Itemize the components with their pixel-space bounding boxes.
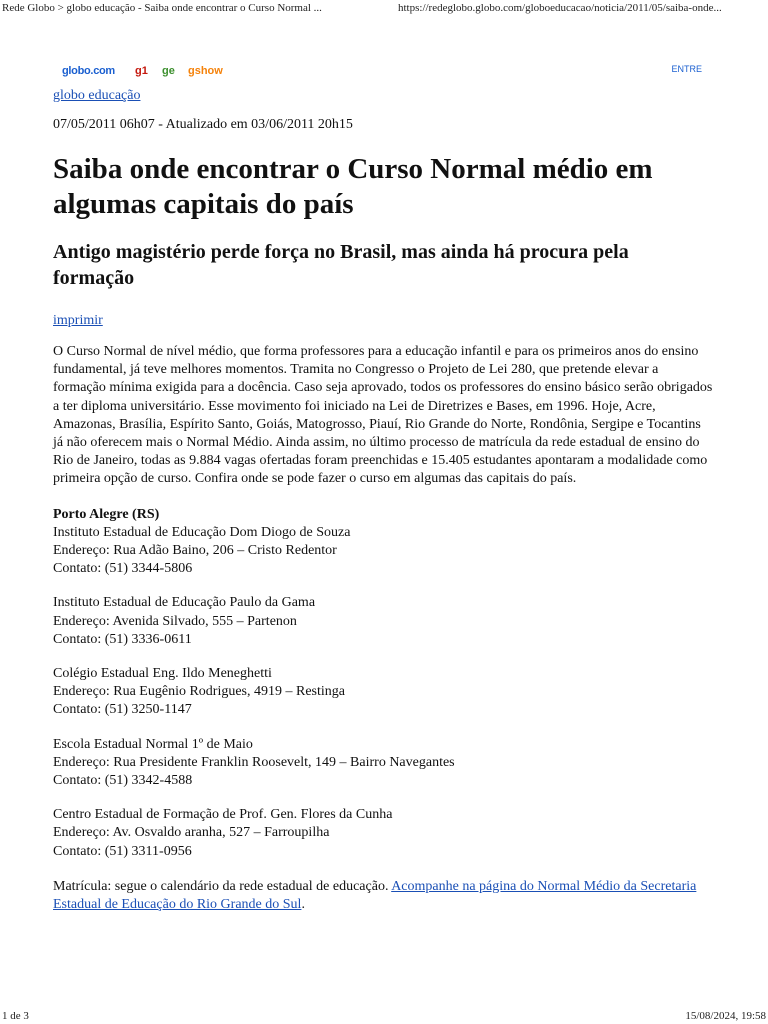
school-name: Escola Estadual Normal 1º de Maio (53, 736, 253, 752)
school-contact: Contato: (51) 3342-4588 (53, 773, 193, 789)
gshow-link[interactable]: gshow (188, 65, 223, 77)
school-name: Colégio Estadual Eng. Ildo Meneghetti (53, 666, 272, 682)
school-address: Endereço: Rua Eugênio Rodrigues, 4919 – Restinga (53, 684, 345, 700)
school-contact: Contato: (51) 3311-0956 (53, 843, 192, 859)
print-header-url: https://redeglobo.globo.com/globoeducacao/noticia/2011/05/saiba-onde... (398, 2, 722, 14)
school-entry (53, 524, 713, 579)
globo-logo-link[interactable]: globo.com (62, 65, 115, 77)
school-address: Endereço: Av. Osvaldo aranha, 527 – Farroupilha (53, 825, 330, 841)
school-name: Centro Estadual de Formação de Prof. Gen. Flores da Cunha (53, 807, 393, 823)
global-nav (62, 64, 702, 82)
school-name: Instituto Estadual de Educação Dom Diogo de Souza (53, 524, 351, 540)
school-name: Instituto Estadual de Educação Paulo da Gama (53, 595, 316, 611)
print-footer (0, 1008, 768, 1024)
school-entry (53, 665, 713, 720)
article-intro: O Curso Normal de nível médio, que forma professores para a educação infantil e para os primeiros anos do ensino fundamental, já teve melhores momentos. Tramita no Congresso o Projeto de Lei 280, que pretende elevar a formação mínima exigida para a docência. Caso seja aprovado, todos os professores do ensino básico serão obrigados a ter diploma universitário. Esse movimento foi iniciado na Lei de Diretrizes e Bases, em 1996. Hoje, Acre, Amazonas, Brasília, Espírito Santo, Goiás, Matogrosso, Piauí, Rio Grande do Norte, Rondônia, Sergipe e Tocantins já não oferecem mais o Normal Médio. Ainda assim, no último processo de matrícula da rede estadual de ensino do Rio de Janeiro, todas as 9.884 vagas ofertadas foram preenchidas e 15.405 estudantes apontaram a modalidade como primeira opção de curso. Confira onde se pode fazer o curso em algumas das capitais do país. (53, 344, 713, 487)
enrollment-text: Matrícula: segue o calendário da rede estadual de educação. (53, 878, 389, 894)
g1-link[interactable]: g1 (135, 65, 148, 77)
page-number: 1 de 3 (2, 1010, 29, 1022)
school-entry (53, 806, 713, 861)
enrollment-note (53, 878, 713, 915)
login-link[interactable]: ENTRE (671, 64, 702, 74)
school-address: Endereço: Rua Presidente Franklin Roosevelt, 149 – Bairro Navegantes (53, 754, 455, 770)
article (53, 88, 713, 915)
ge-link[interactable]: ge (162, 65, 175, 77)
enrollment-link[interactable]: Acompanhe na página do Normal Médio da Secretaria Estadual de Educação do Rio Grande do Sul (53, 878, 697, 913)
publish-date: 07/05/2011 06h07 - Atualizado em 03/06/2011 20h15 (53, 117, 353, 132)
section-link[interactable]: globo educação (53, 88, 141, 103)
school-address: Endereço: Rua Adão Baino, 206 – Cristo Redentor (53, 543, 337, 559)
school-contact: Contato: (51) 3336-0611 (53, 631, 192, 647)
print-link[interactable]: imprimir (53, 313, 103, 328)
city-heading: Porto Alegre (RS) (53, 506, 160, 522)
school-contact: Contato: (51) 3250-1147 (53, 702, 192, 718)
school-entry (53, 736, 713, 791)
article-subtitle: Antigo magistério perde força no Brasil, mas ainda há procura pela formação (53, 241, 629, 289)
print-header-title: Rede Globo > globo educação - Saiba onde encontrar o Curso Normal ... (2, 2, 322, 14)
school-list (53, 506, 713, 861)
school-address: Endereço: Avenida Silvado, 555 – Partenon (53, 613, 297, 629)
article-title: Saiba onde encontrar o Curso Normal médio em algumas capitais do país (53, 153, 653, 220)
enrollment-end: . (301, 897, 305, 913)
school-contact: Contato: (51) 3344-5806 (53, 561, 193, 577)
print-header (0, 0, 768, 20)
school-entry (53, 594, 713, 649)
print-datetime: 15/08/2024, 19:58 (685, 1010, 766, 1022)
